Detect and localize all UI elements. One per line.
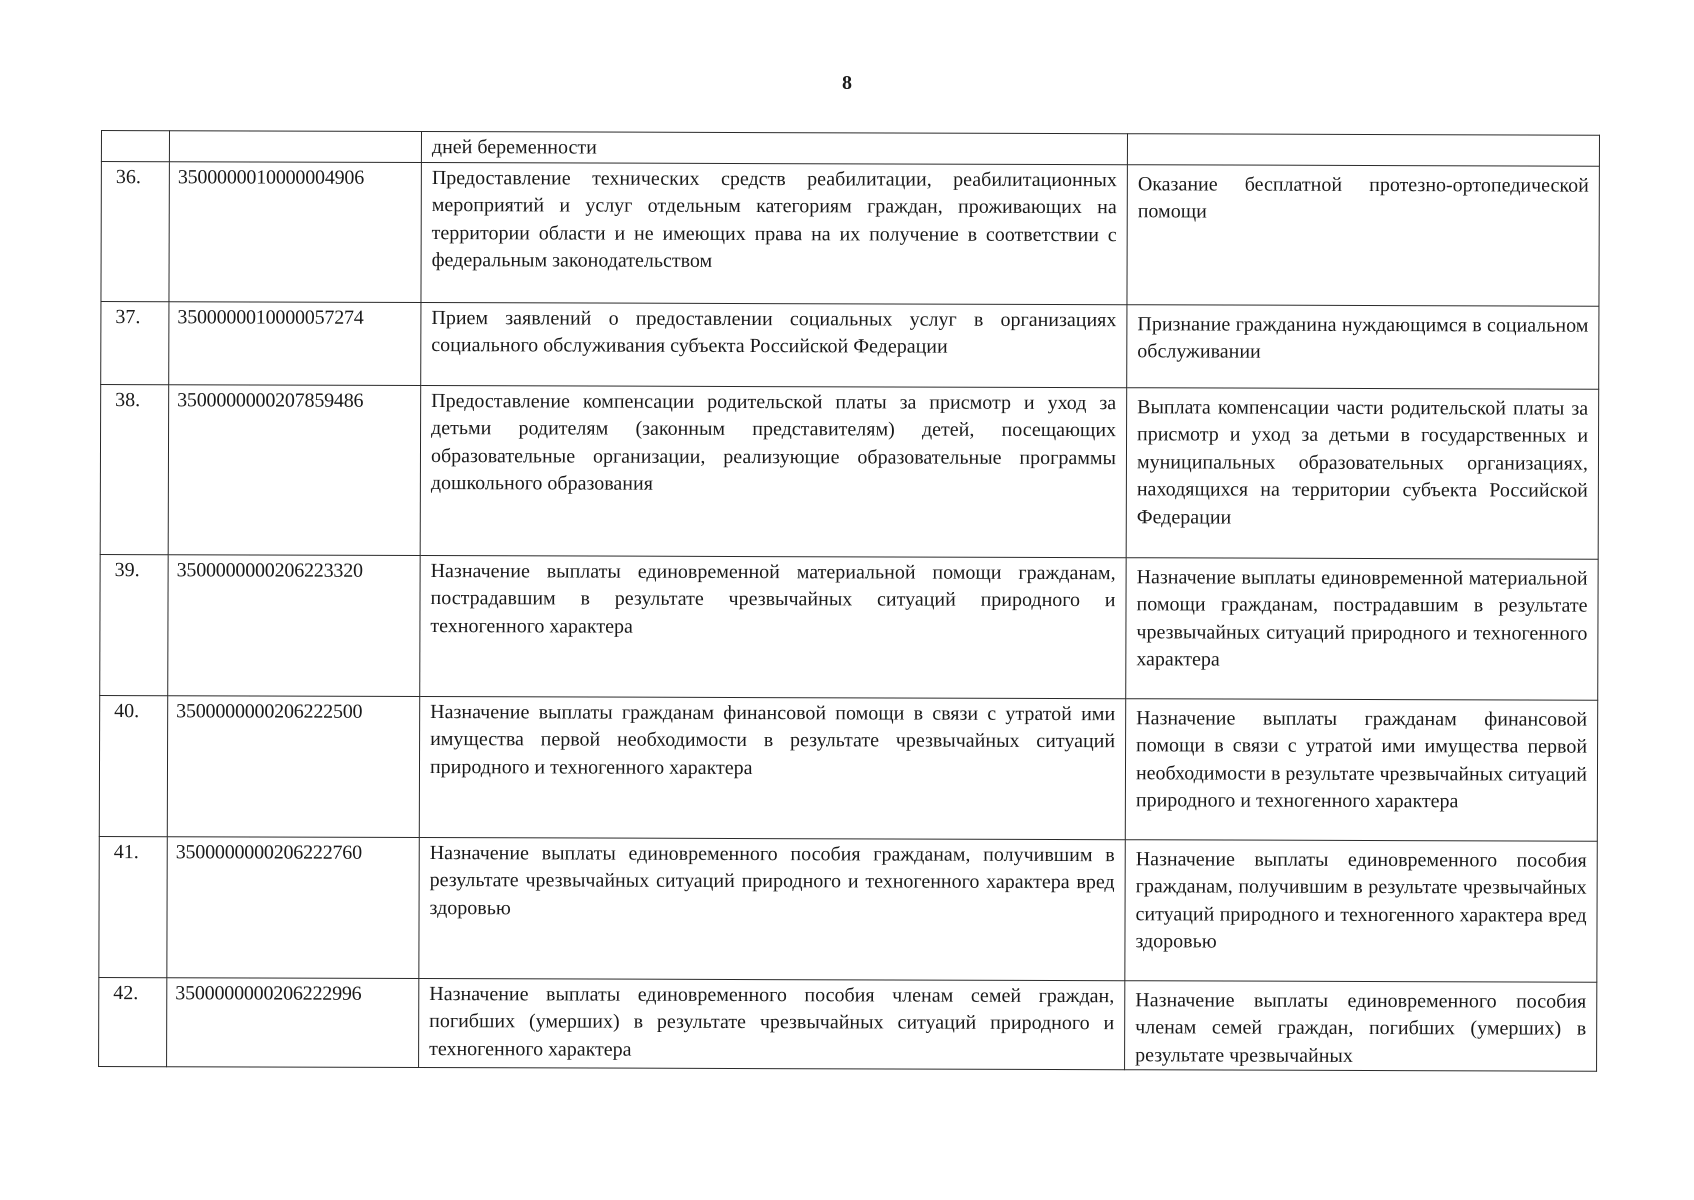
row-number — [101, 131, 169, 162]
target-service: Назначение выплаты единовременного пособия гражданам, получившим в результате чрезвычайных ситуаций природного и техногенного характера вред здоровью — [1125, 839, 1597, 981]
service-code: 3500000000206223320 — [168, 554, 420, 696]
service-code: 3500000000206222500 — [167, 695, 419, 837]
table-row — [101, 161, 1599, 306]
service-code: 3500000000207859486 — [168, 384, 421, 555]
table-row — [100, 384, 1599, 559]
row-number: 41. — [99, 836, 167, 977]
service-description: Назначение выплаты единовременного пособия членам семей граждан, погибших (умерших) в результате чрезвычайных ситуаций природного и техногенного характера — [419, 978, 1125, 1070]
service-description: Предоставление технических средств реабилитации, реабилитационных мероприятий и услуг отдельным категориям граждан, проживающих на территории области и не имеющих права на их получение в соответствии с федеральным законодательством — [421, 162, 1127, 304]
service-code: 3500000000206222760 — [167, 836, 419, 978]
service-description: Назначение выплаты гражданам финансовой помощи в связи с утратой ими имущества первой необходимости в результате чрезвычайных ситуаций природного и техногенного характера — [419, 696, 1125, 839]
row-number: 37. — [101, 301, 169, 384]
row-number: 42. — [99, 977, 167, 1067]
target-service: Назначение выплаты единовременного пособия членам семей граждан, погибших (умерших) в результате чрезвычайных — [1125, 980, 1597, 1071]
page-number: 8 — [842, 72, 852, 94]
service-code: 3500000000206222996 — [167, 977, 419, 1067]
target-service — [1127, 134, 1599, 166]
table-row — [101, 301, 1599, 389]
row-number: 39. — [100, 554, 168, 695]
table-row — [99, 977, 1597, 1071]
service-description: Предоставление компенсации родительской платы за присмотр и уход за детьми родителям (законным представителям) детей, посещающих образовательные организации, реализующие образовательные программы дошкольного образования — [420, 385, 1127, 557]
service-description: Назначение выплаты единовременной материальной помощи гражданам, пострадавшим в результате чрезвычайных ситуаций природного и техногенного характера — [420, 555, 1126, 698]
services-table — [98, 130, 1600, 1072]
service-code: 3500000010000004906 — [169, 161, 421, 302]
table-row — [101, 131, 1599, 166]
row-number: 40. — [99, 695, 167, 836]
row-number: 38. — [100, 384, 169, 554]
service-description: Назначение выплаты единовременного пособия гражданам, получившим в результате чрезвычайных ситуаций природного и техногенного характера вред здоровью — [419, 837, 1125, 980]
target-service: Назначение выплаты единовременной материальной помощи гражданам, пострадавшим в результате чрезвычайных ситуаций природного и техногенного характера — [1126, 557, 1598, 699]
service-code — [169, 131, 421, 162]
table-row — [99, 695, 1597, 841]
service-description: Прием заявлений о предоставлении социальных услуг в организациях социального обслуживания субъекта Российской Федерации — [421, 302, 1127, 387]
service-code: 3500000010000057274 — [169, 301, 421, 385]
row-number: 36. — [101, 161, 169, 301]
target-service: Назначение выплаты гражданам финансовой помощи в связи с утратой ими имущества первой необходимости в результате чрезвычайных ситуаций природного и техногенного характера — [1125, 698, 1597, 840]
table-row — [100, 554, 1598, 700]
target-service: Оказание бесплатной протезно-ортопедической помощи — [1127, 164, 1599, 305]
target-service: Выплата компенсации части родительской платы за присмотр и уход за детьми в государственных и муниципальных образовательных организациях, находящихся на территории субъекта Российской Федерации — [1126, 387, 1599, 558]
service-description: дней беременности — [421, 132, 1127, 165]
table-row — [99, 836, 1597, 982]
target-service: Признание гражданина нуждающимся в социальном обслуживании — [1127, 304, 1599, 388]
